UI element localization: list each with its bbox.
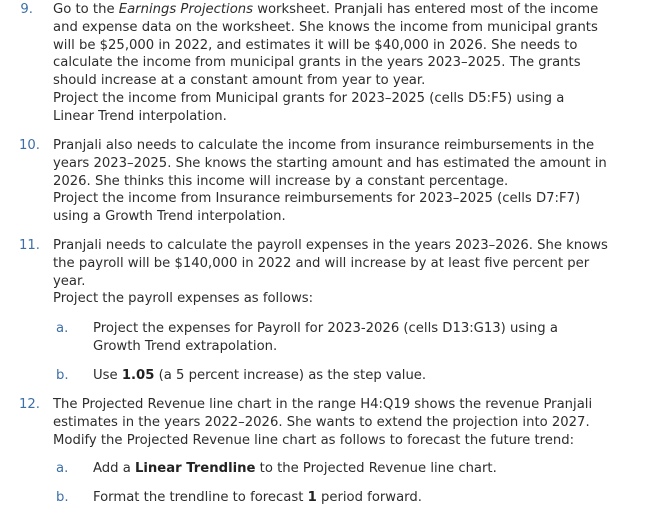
substep-letter: a. [56,461,69,476]
substep-letter: b. [56,490,69,505]
substep-line [93,367,653,385]
text-fragment: Format the trendline to forecast [93,490,308,505]
step-instruction-line: Project the income from Municipal grants for 2023–2025 (cells D5:F5) using a [53,90,565,106]
text-fragment: period forward. [316,490,422,505]
substep-line [93,489,653,507]
substep-letter: b. [56,368,69,383]
text-fragment: worksheet. Pranjali has entered most of the income [253,2,599,17]
substep-body [93,367,653,385]
step-text-line: estimates in the years 2022–2026. She wants to extend the projection into 2027. [53,414,590,430]
text-fragment: Use [93,368,122,383]
step-text-line: Modify the Projected Revenue line chart as follows to forecast the future trend: [53,432,575,448]
step-number: 10. [19,138,40,153]
step-text-line: should increase at a constant amount from year to year. [53,73,426,89]
step-instruction-line: using a Growth Trend interpolation. [53,209,286,225]
step-text-line: and expense data on the worksheet. She knows the income from municipal grants [53,19,598,35]
step-body [53,137,653,226]
text-fragment: Go to the [53,2,119,17]
substep-body [93,460,653,478]
substep-body [93,489,653,507]
step-text-line: 2026. She thinks this income will increase by a constant percentage. [53,173,509,189]
step-instruction-line: Linear Trend interpolation. [53,108,227,124]
step-number: 9. [20,2,33,17]
step-text-line: the payroll will be $140,000 in 2022 and will increase by at least five percent per [53,255,590,271]
step-text-line: Pranjali also needs to calculate the income from insurance reimbursements in the [53,138,595,153]
step-instruction-line: Project the payroll expenses as follows: [53,291,314,307]
step-instruction-line: Project the income from Insurance reimbursements for 2023–2025 (cells D7:F7) [53,191,581,207]
step-text-line: will be $25,000 in 2022, and estimates it will be $40,000 in 2026. She needs to [53,37,578,53]
step-value: 1.05 [121,368,155,383]
substep-letter: a. [56,321,69,336]
substep-body [93,320,653,356]
step-text-line: Pranjali needs to calculate the payroll expenses in the years 2023–2026. She knows [53,238,608,253]
step-number: 11. [19,238,40,253]
feature-name: Linear Trendline [135,461,256,476]
step-text-line: years 2023–2025. She knows the starting amount and has estimated the amount in [53,155,607,171]
step-text-line: The Projected Revenue line chart in the range H4:Q19 shows the revenue Pranjali [53,397,593,412]
step-text-line: calculate the income from municipal grants in the years 2023–2025. The grants [53,55,581,71]
period-count: 1 [307,490,317,505]
worksheet-name: Earnings Projections [118,2,254,17]
text-fragment: to the Projected Revenue line chart. [255,461,497,476]
step-text-line [53,1,653,19]
substep-line: Project the expenses for Payroll for 2023-2026 (cells D13:G13) using a [93,321,558,336]
step-body [53,396,653,449]
step-text-line: year. [53,273,86,289]
text-fragment: Add a [93,461,135,476]
step-body [53,237,653,308]
step-body [53,1,653,126]
step-number: 12. [19,397,40,412]
substep-line: Growth Trend extrapolation. [93,338,278,354]
substep-line [93,460,653,478]
text-fragment: (a 5 percent increase) as the step value. [154,368,427,383]
